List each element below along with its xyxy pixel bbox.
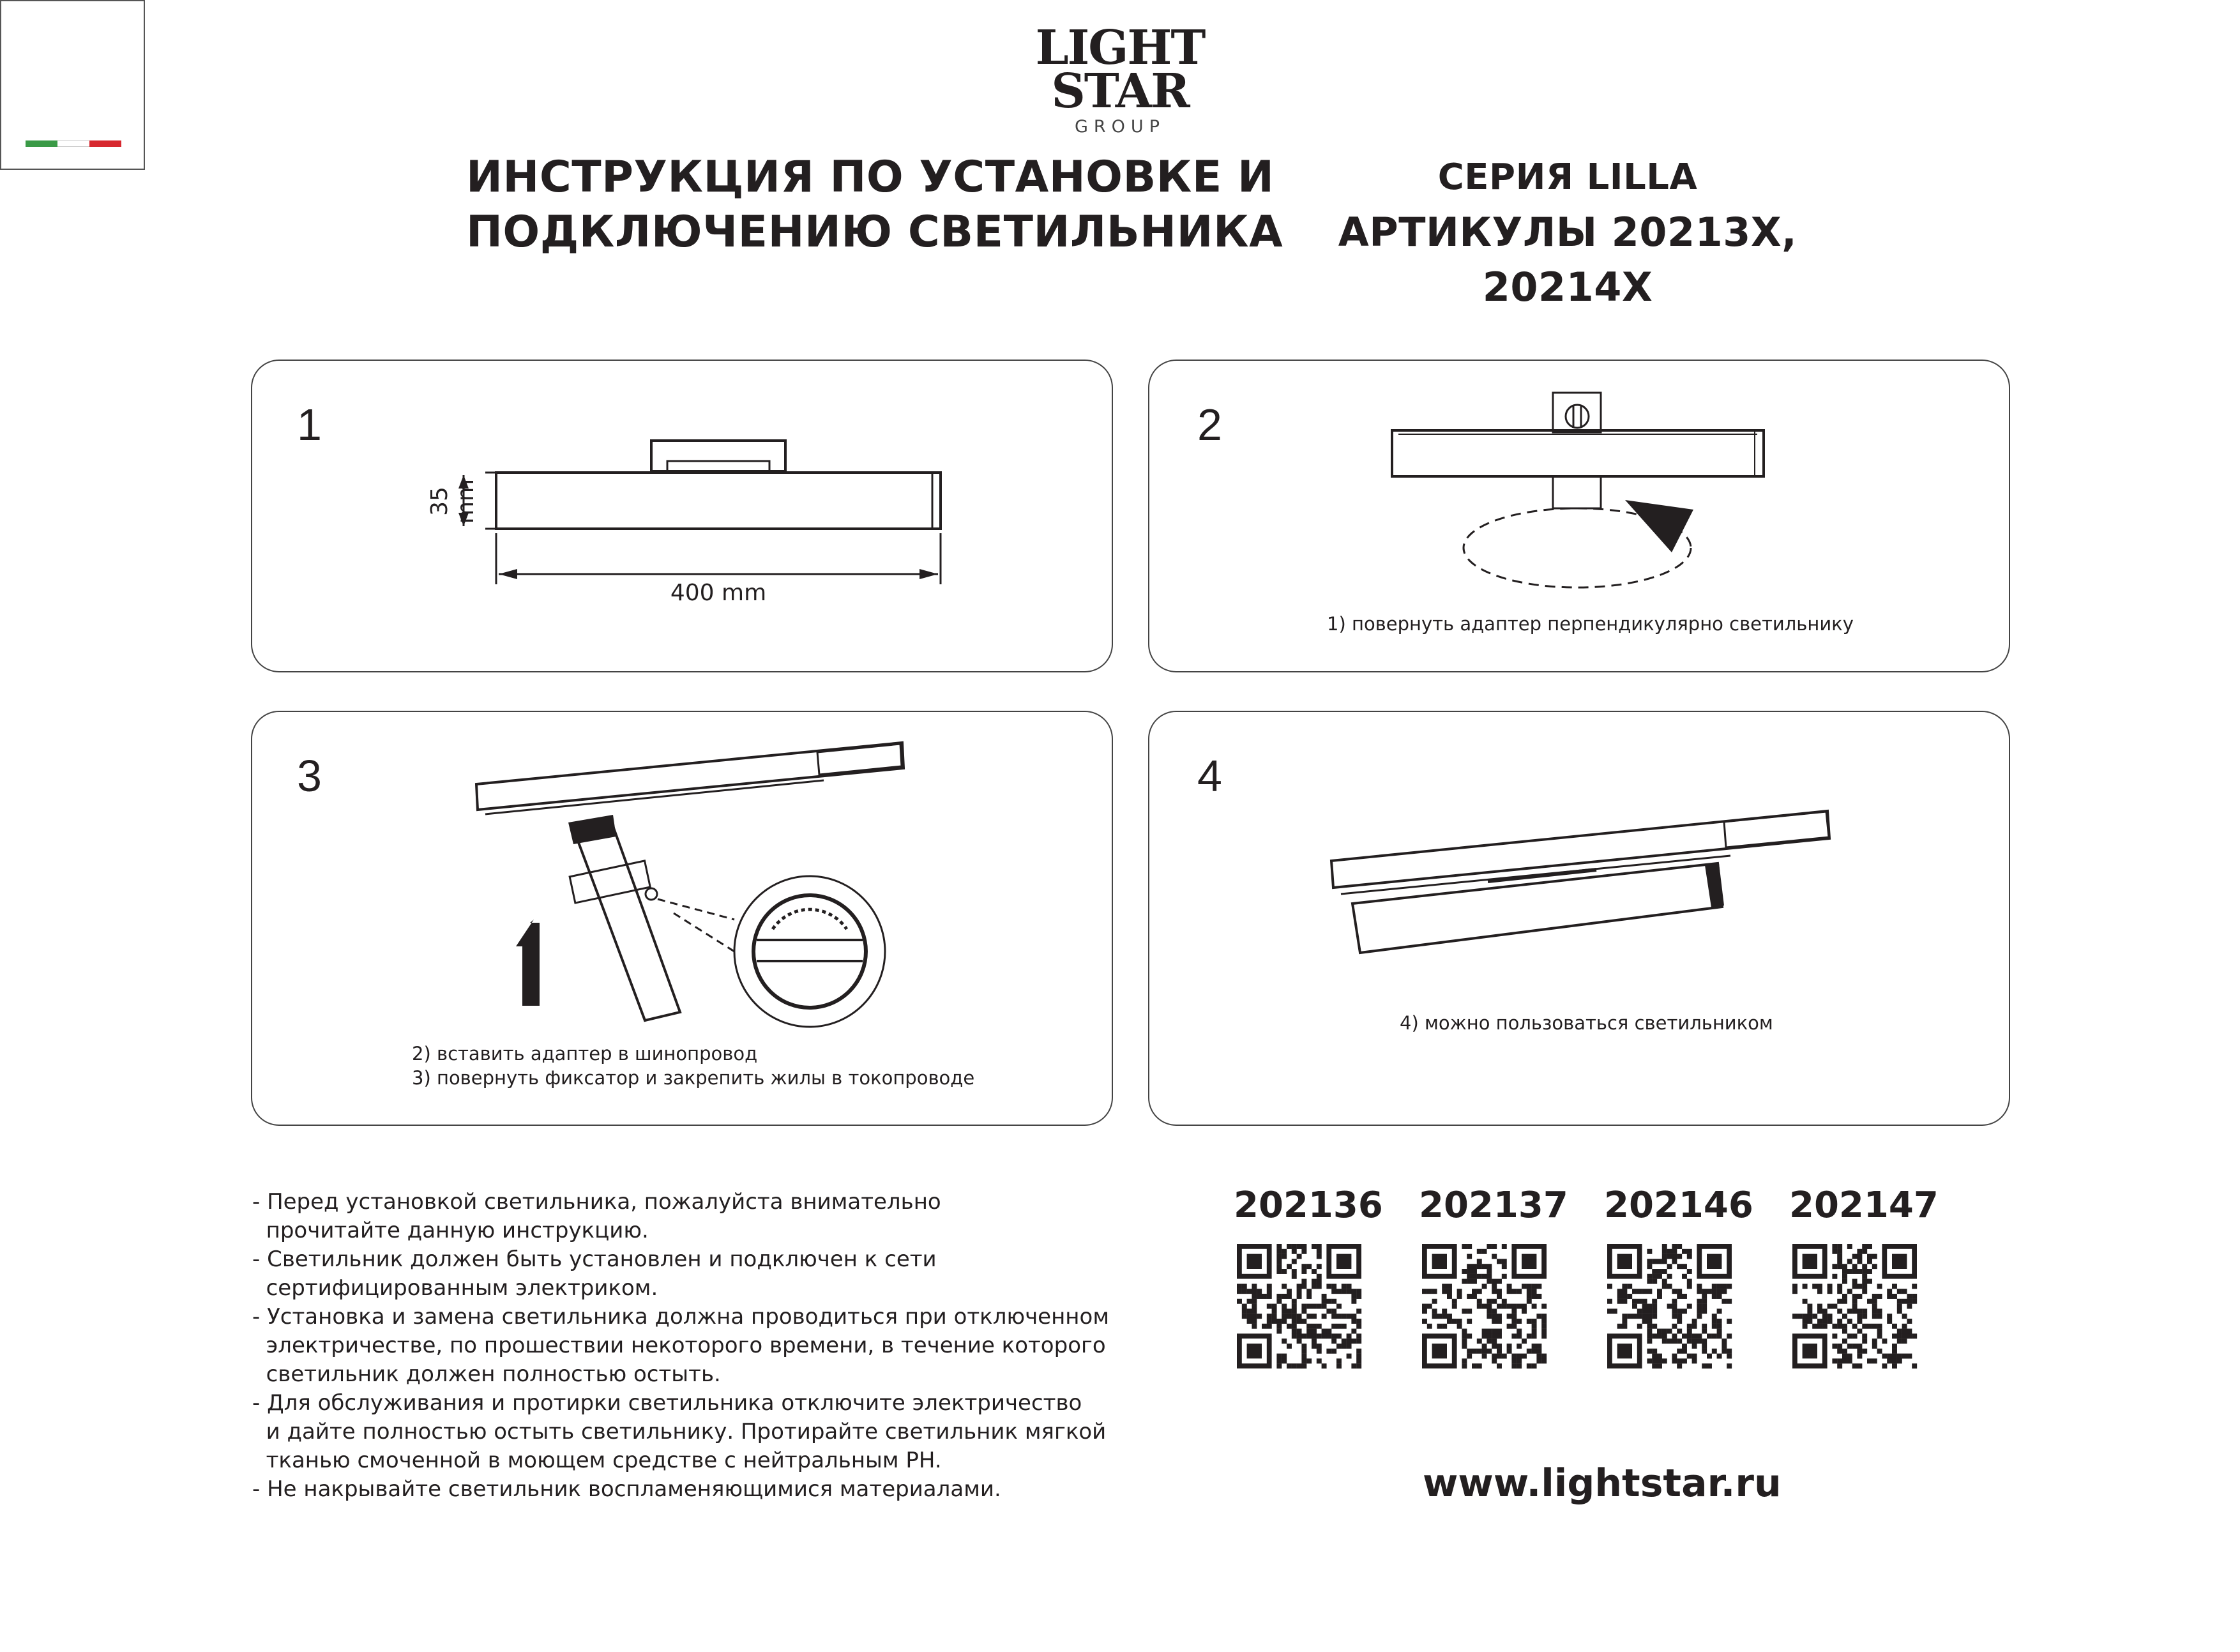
article-number: 202136: [1234, 1185, 1383, 1226]
step-2-caption: 1) повернуть адаптер перпендикулярно светильнику: [1327, 613, 1854, 635]
page-title-line2: ПОДКЛЮЧЕНИЮ СВЕТИЛЬНИКА: [466, 207, 1283, 257]
note-line: и дайте полностью остыть светильнику. Протирайте светильник мягкой: [252, 1419, 1107, 1444]
step-number: 2: [1197, 400, 1222, 450]
step-3-caption-line1: 2) вставить адаптер в шинопровод: [412, 1043, 758, 1065]
dimension-width-label: 400 mm: [670, 580, 767, 606]
articles-title: АРТИКУЛЫ 20213X, 20214X: [1338, 209, 1797, 310]
logo-line2: STAR: [1051, 64, 1189, 119]
note-line: светильник должен полностью остыть.: [252, 1361, 721, 1387]
website-url: www.lightstar.ru: [1423, 1461, 1782, 1506]
note-line: - Перед установкой светильника, пожалуйста внимательно: [252, 1189, 941, 1215]
note-line: - Для обслуживания и протирки светильника отключите электричество: [252, 1390, 1082, 1416]
safety-notes: [252, 1188, 1109, 1504]
article-number: 202137: [1419, 1185, 1568, 1226]
step-number: 3: [297, 751, 322, 801]
note-line: тканью смоченной в моющем средстве с нейтральным PH.: [252, 1448, 942, 1473]
step-3-caption-line2: 3) повернуть фиксатор и закрепить жилы в токопроводе: [412, 1067, 975, 1089]
step-4-caption: 4) можно пользоваться светильником: [1400, 1012, 1773, 1034]
step-number: 1: [297, 400, 322, 450]
qr-code-icon: [1237, 1244, 1361, 1368]
qr-code-icon: [1607, 1244, 1732, 1368]
note-line: сертифицированным электриком.: [252, 1275, 658, 1301]
series-title: СЕРИЯ LILLA: [1437, 156, 1698, 198]
note-line: - Установка и замена светильника должна проводиться при отключенном: [252, 1304, 1109, 1330]
qr-code-icon: [1422, 1244, 1547, 1368]
logo-line1: LIGHT: [1035, 20, 1205, 75]
note-line: электричестве, по прошествии некоторого времени, в течение которого: [252, 1333, 1106, 1358]
article-number: 202147: [1789, 1185, 1939, 1226]
note-line: - Светильник должен быть установлен и подключен к сети: [252, 1247, 937, 1272]
note-line: прочитайте данную инструкцию.: [252, 1218, 649, 1243]
page-title-line1: ИНСТРУКЦИЯ ПО УСТАНОВКЕ И: [466, 152, 1275, 202]
logo-line3: GROUP: [1075, 117, 1165, 137]
note-line: - Не накрывайте светильник воспламеняющимися материалами.: [252, 1476, 1001, 1502]
article-number: 202146: [1604, 1185, 1753, 1226]
dimension-height-label: 35 mm: [427, 478, 479, 524]
step-number: 4: [1197, 751, 1222, 801]
qr-code-icon: [1792, 1244, 1917, 1368]
